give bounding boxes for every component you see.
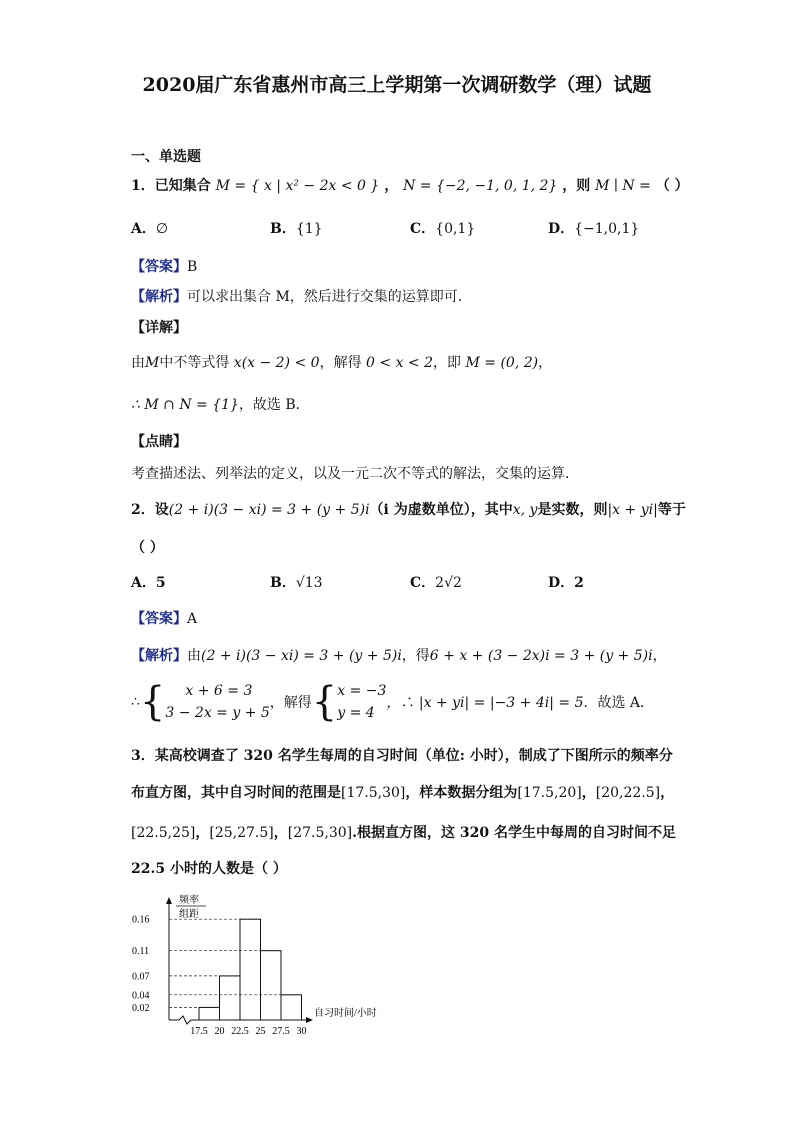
text: ， <box>195 825 210 841</box>
x-tick-label: 17.5 <box>190 1026 208 1035</box>
x-tick-label: 30 <box>296 1026 307 1035</box>
q1-set-n: N = {−2, −1, 0, 1, 2} <box>403 178 558 194</box>
y-tick-label: 0.07 <box>132 971 150 983</box>
question-3-line-4: 22.5 小时的人数是（ ） <box>131 861 287 877</box>
q1-option-d <box>548 218 639 238</box>
text: ，样本数据分组为 <box>405 785 518 801</box>
math: (2 + i)(3 − xi) = 3 + (y + 5)i <box>168 502 370 518</box>
analysis-tag: 【解析】 <box>131 289 187 305</box>
system-equations <box>165 680 269 724</box>
text: 是实数，则 <box>537 502 608 518</box>
y-tick-label: 0.02 <box>132 1002 150 1014</box>
answer-tag: 【答案】 <box>131 259 187 275</box>
y-tick-label: 0.16 <box>132 914 150 926</box>
option-value: 2√2 <box>435 575 462 591</box>
math: (2 + i)(3 − xi) = 3 + (y + 5)i <box>201 648 402 664</box>
math: [25,27.5] <box>209 825 274 841</box>
option-value: √13 <box>295 575 323 591</box>
question-1-stem <box>131 175 689 195</box>
answer-value: B <box>187 259 198 275</box>
math: x(x − 2) < 0 <box>233 355 320 371</box>
option-value: {−1,0,1} <box>574 221 640 237</box>
q2-option-c <box>410 572 462 592</box>
text: ，故选 B． <box>238 397 310 413</box>
math: |x + yi| <box>607 502 658 518</box>
y-axis-label-top: 频率 <box>179 895 199 906</box>
option-label: D． <box>548 575 575 591</box>
option-label: C． <box>410 221 436 237</box>
question-3-line-2 <box>131 782 674 802</box>
y-axis-label-bottom: 组距 <box>179 909 199 920</box>
text: 中不等式得 <box>159 355 230 371</box>
x-tick-label: 27.5 <box>272 1026 290 1035</box>
y-tick-label: 0.04 <box>132 990 150 1002</box>
question-3-line-3 <box>131 822 676 842</box>
text: （i 为虚数单位），其中 <box>369 502 513 518</box>
brace-symbol: { <box>311 679 338 725</box>
q2-option-b <box>270 572 323 592</box>
q1-analysis <box>131 286 472 306</box>
math: 6 + x + (3 − 2x)i = 3 + (y + 5)i <box>429 648 653 664</box>
math: [20,22.5] <box>595 785 661 801</box>
question-2-stem <box>131 499 686 519</box>
equation-line: y = 4 <box>337 705 375 721</box>
q1-detail-line-1 <box>131 352 552 372</box>
text: ， <box>273 825 288 841</box>
option-value: 5 <box>155 575 166 591</box>
option-value: {1} <box>295 221 323 237</box>
text: 布直方图，其中自习时间的范围是 <box>131 785 341 801</box>
x-tick-label: 22.5 <box>231 1026 249 1035</box>
q1-stem-a: 1．已知集合 <box>131 178 211 194</box>
y-axis-arrow <box>166 897 172 904</box>
x-tick-label: 20 <box>214 1026 225 1035</box>
brace-symbol: { <box>139 679 166 725</box>
q1-set-m: M = { x | x² − 2x < 0 } <box>215 178 380 194</box>
text: ．故选 A． <box>583 695 655 711</box>
q1-detail-tag: 【详解】 <box>131 320 187 336</box>
text: 等于 <box>657 502 686 518</box>
page-title: 2020届广东省惠州市高三上学期第一次调研数学（理）试题 <box>142 74 652 96</box>
question-3-line-1: 3．某高校调查了 320 名学生每周的自习时间（单位: 小时），制成了下图所示的频率分 <box>131 748 673 764</box>
text: 2．设 <box>131 502 169 518</box>
option-value: ∅ <box>155 221 169 237</box>
histogram-bar <box>199 1007 220 1020</box>
x-axis-break <box>179 1016 191 1024</box>
math: [17.5,30] <box>341 785 406 801</box>
text: ， <box>538 355 553 371</box>
x-axis-label: 自习时间/小时 <box>314 1008 377 1019</box>
q2-analysis-line-1 <box>131 645 667 665</box>
math: ，∴ |x + yi| = |−3 + 4i| = 5 <box>386 695 584 711</box>
text: ， <box>660 785 675 801</box>
q1-stem-d: （ ） <box>655 178 689 194</box>
q1-intersection: M ∣ N = <box>595 178 651 194</box>
histogram-bar <box>261 951 282 1020</box>
math: [17.5,20] <box>517 785 582 801</box>
option-value: 2 <box>574 575 584 591</box>
answer-value: A <box>187 611 198 627</box>
math: M <box>145 355 160 371</box>
section-heading: 一、单选题 <box>131 149 201 165</box>
option-label: C． <box>410 575 436 591</box>
math: x, y <box>512 502 538 518</box>
q1-stem-b: ， <box>384 178 399 194</box>
option-value: {0,1} <box>435 221 476 237</box>
q2-stem-paren: （ ） <box>131 540 164 556</box>
q1-detail-line-2 <box>131 394 310 414</box>
q2-analysis-line-2 <box>131 680 654 730</box>
option-label: A． <box>131 575 156 591</box>
x-axis-arrow <box>306 1017 313 1023</box>
solution-equations <box>337 680 386 724</box>
option-label: D． <box>548 221 575 237</box>
option-label: B． <box>270 575 296 591</box>
math: ∴ M ∩ N = {1} <box>131 397 239 413</box>
math: [27.5,30] <box>287 825 353 841</box>
math: M = (0, 2) <box>465 355 539 371</box>
q1-option-b <box>270 218 323 238</box>
q1-option-a <box>131 218 168 238</box>
therefore-symbol: ∴ <box>131 694 140 710</box>
y-tick-label: 0.11 <box>132 946 150 958</box>
text: ，得 <box>401 648 430 664</box>
text: 由 <box>131 355 145 371</box>
text: .根据直方图，这 320 名学生中每周的自习时间不足 <box>352 825 676 841</box>
frequency-histogram <box>131 890 401 1035</box>
equation-line: 3 − 2x = y + 5 <box>165 705 270 721</box>
text: 由 <box>187 648 201 664</box>
text: ， <box>652 648 667 664</box>
q1-answer <box>131 256 197 276</box>
histogram-bar <box>281 995 302 1020</box>
q2-option-a <box>131 572 166 592</box>
q1-stem-c: ，则 <box>562 178 591 194</box>
text: ，即 <box>433 355 462 371</box>
q1-comment-tag: 【点睛】 <box>131 434 187 450</box>
q2-answer <box>131 608 197 628</box>
math: 0 < x < 2 <box>366 355 434 371</box>
option-label: B． <box>270 221 296 237</box>
equation-line: x + 6 = 3 <box>185 683 253 699</box>
histogram-bar <box>220 976 241 1020</box>
text: ，解得 <box>269 695 312 711</box>
equation-line: x = −3 <box>337 683 387 699</box>
q2-option-d <box>548 572 584 592</box>
option-label: A． <box>131 221 156 237</box>
analysis-tag: 【解析】 <box>131 648 187 664</box>
q1-comment: 考查描述法、列举法的定义，以及一元二次不等式的解法，交集的运算． <box>131 466 579 482</box>
text: ， <box>581 785 596 801</box>
analysis-text: 可以求出集合 M，然后进行交集的运算即可． <box>187 289 472 305</box>
answer-tag: 【答案】 <box>131 611 187 627</box>
histogram-bar <box>240 919 261 1020</box>
math: [22.5,25] <box>131 825 196 841</box>
q1-option-c <box>410 218 475 238</box>
x-tick-label: 25 <box>255 1026 266 1035</box>
text: ，解得 <box>319 355 362 371</box>
